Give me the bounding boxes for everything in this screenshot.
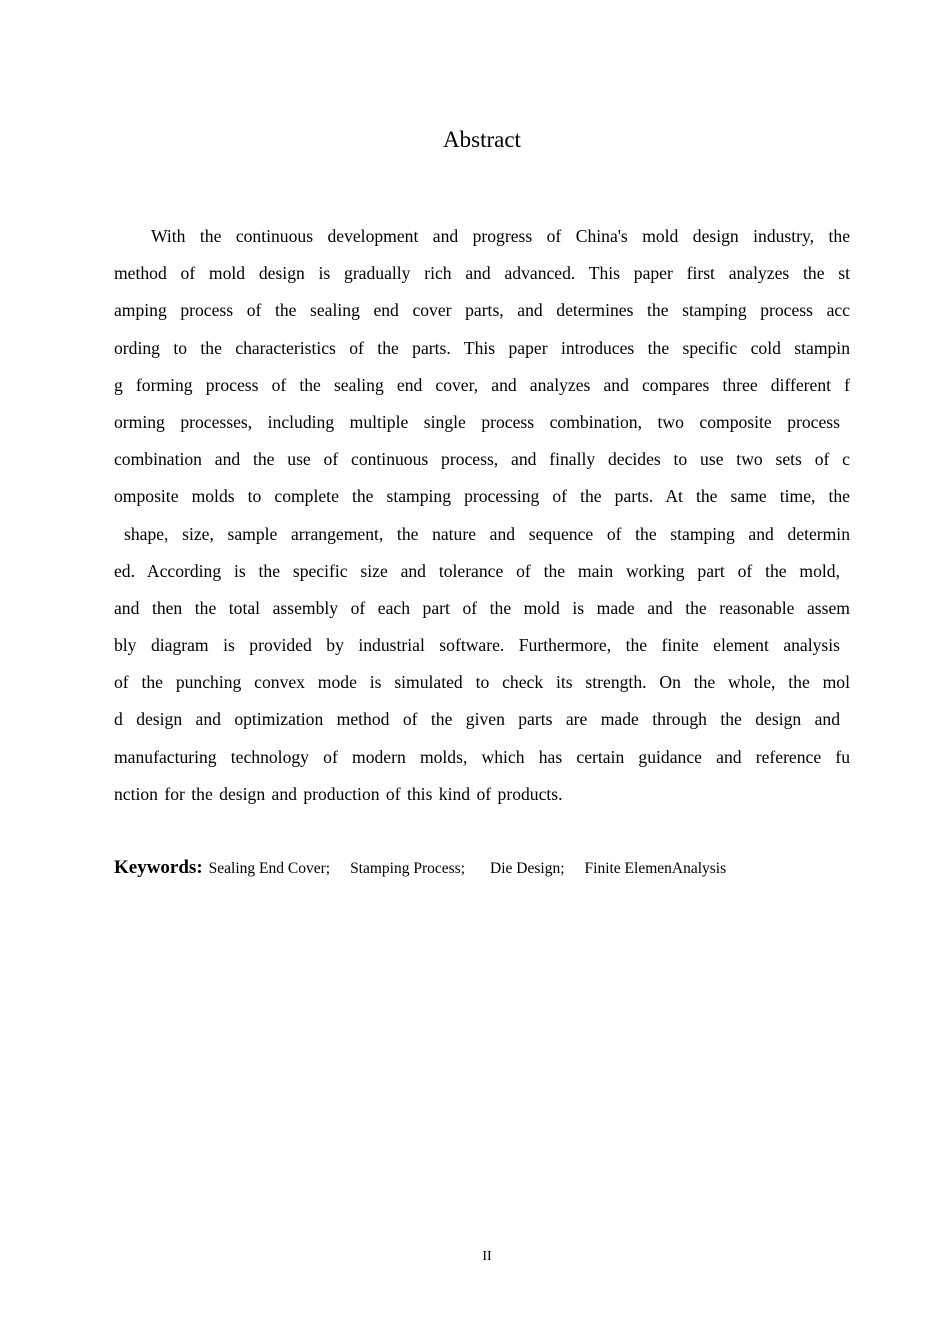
abstract-line: d design and optimization method of the given parts are made through the design and — [114, 709, 840, 730]
abstract-line: and then the total assembly of each part of the mold is made and the reasonable assem — [114, 597, 850, 618]
abstract-line: g forming process of the sealing end cover, and analyzes and compares three different f — [114, 374, 850, 395]
abstract-line: orming processes, including multiple single process combination, two composite process — [114, 411, 840, 432]
keyword-item: Finite ElemenAnalysis — [584, 860, 727, 877]
abstract-title: Abstract — [443, 127, 521, 152]
abstract-line: combination and the use of continuous process, and finally decides to use two sets of c — [114, 449, 850, 470]
abstract-line: ed. According is the specific size and tolerance of the main working part of the mold, — [114, 560, 840, 581]
keywords-label: Keywords: — [114, 857, 203, 878]
abstract-line: method of mold design is gradually rich and advanced. This paper first analyzes the st — [114, 263, 850, 284]
page-number: II — [482, 1249, 492, 1264]
keyword-item: Sealing End Cover; — [208, 860, 331, 877]
abstract-body — [114, 218, 850, 813]
keyword-item: Stamping Process; — [350, 860, 466, 877]
keyword-item: Die Design; — [490, 860, 565, 877]
abstract-line: omposite molds to complete the stamping processing of the parts. At the same time, the — [114, 486, 850, 507]
abstract-line: nction for the design and production of this kind of products. — [114, 783, 563, 804]
abstract-line: bly diagram is provided by industrial software. Furthermore, the finite element analysis — [114, 635, 840, 656]
abstract-line: manufacturing technology of modern molds, which has certain guidance and reference fu — [114, 746, 850, 767]
abstract-line: ording to the characteristics of the parts. This paper introduces the specific cold stampin — [114, 337, 850, 358]
abstract-line: of the punching convex mode is simulated to check its strength. On the whole, the mol — [114, 672, 850, 693]
abstract-line: With the continuous development and progress of China's mold design industry, the — [151, 226, 850, 246]
abstract-line: shape, size, sample arrangement, the nature and sequence of the stamping and determin — [124, 523, 850, 544]
abstract-line: amping process of the sealing end cover parts, and determines the stamping process acc — [114, 300, 850, 321]
keywords-section — [114, 853, 850, 884]
